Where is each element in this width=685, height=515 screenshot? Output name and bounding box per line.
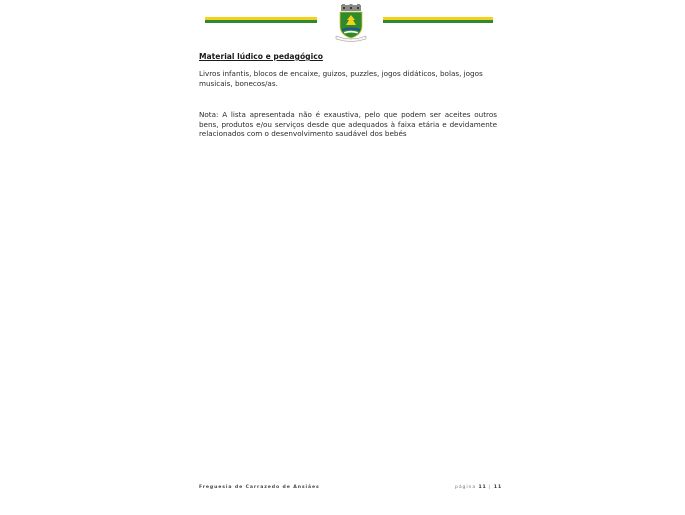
page-separator: |	[489, 485, 492, 490]
footer-page-indicator	[455, 485, 502, 490]
header-band-left-green	[205, 20, 317, 23]
page-label: página	[455, 485, 477, 490]
footer-organization: Freguesia de Carrazedo de Ansiães	[199, 485, 320, 490]
page-number: 11	[478, 485, 487, 490]
coat-of-arms-icon	[333, 4, 369, 42]
header-band-right-green	[383, 20, 493, 23]
header-band-left	[205, 17, 317, 23]
section-title: Material lúdico e pedagógico	[199, 52, 323, 61]
note-paragraph: Nota: A lista apresentada não é exaustiva, pelo que podem ser aceites outros bens, produtos e/ou serviços desde que adequados à faixa etária e devidamente relacionados com o desenvolvimento saudável dos bebés	[199, 110, 497, 139]
item-list-paragraph: Livros infantis, blocos de encaixe, guizos, puzzles, jogos didáticos, bolas, jogos musicais, bonecos/as.	[199, 69, 483, 88]
page-total: 11	[493, 485, 503, 490]
header-band-right	[383, 17, 493, 23]
